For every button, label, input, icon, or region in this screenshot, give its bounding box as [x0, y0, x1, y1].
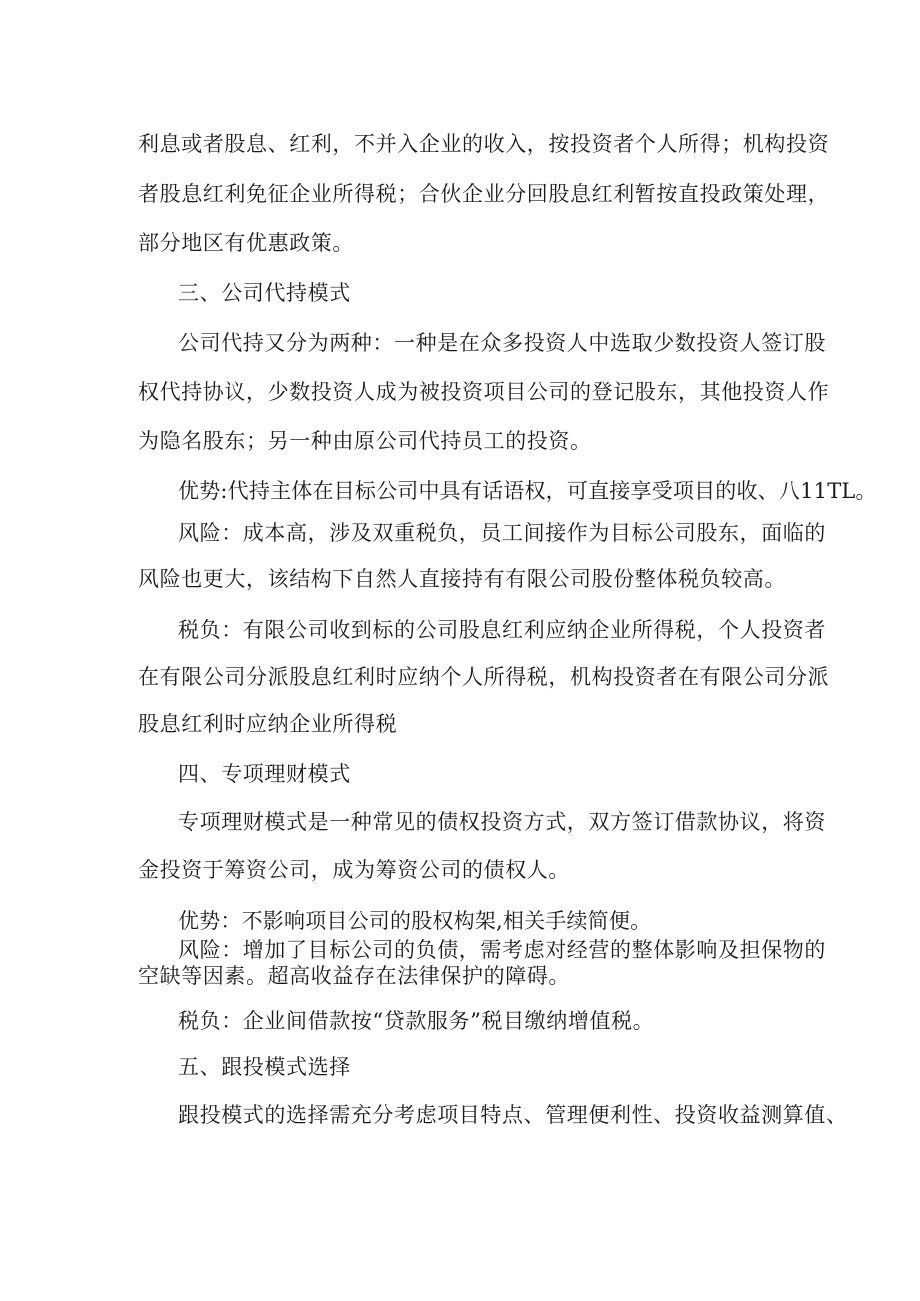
paragraph-line: 利息或者股息、红利，不并入企业的收入，按投资者个人所得；机构投资 [138, 132, 830, 156]
paragraph-line: 权代持协议，少数投资人成为被投资项目公司的登记股东，其他投资人作 [138, 380, 830, 404]
paragraph-line: 优势:代持主体在目标公司中具有话语权，可直接享受项目的收、八11TL。 [178, 479, 877, 503]
paragraph-line: 专项理财模式是一种常见的债权投资方式，双方签订借款协议，将资 [178, 810, 826, 834]
section-heading-3: 三、公司代持模式 [178, 281, 351, 305]
paragraph-line: 税负：有限公司收到标的公司股息红利应纳企业所得税，个人投资者 [178, 618, 826, 642]
paragraph-line: 部分地区有优惠政策。 [138, 231, 354, 255]
paragraph-line: 在有限公司分派股息红利时应纳个人所得税，机构投资者在有限公司分派 [138, 665, 830, 689]
section-heading-4: 四、专项理财模式 [178, 762, 351, 786]
paragraph-line: 风险也更大，该结构下自然人直接持有有限公司股份整体税负较高。 [138, 567, 786, 591]
paragraph-line: 金投资于筹资公司，成为筹资公司的债权人。 [138, 858, 570, 882]
paragraph-line: 税负：企业间借款按“贷款服务”税目缴纳增值税。 [178, 1009, 655, 1033]
paragraph-line: 为隐名股东；另一种由原公司代持员工的投资。 [138, 429, 592, 453]
paragraph-line: 优势：不影响项目公司的股权构架,相关手续简便。 [178, 909, 652, 933]
paragraph-line: 风险：增加了目标公司的负债，需考虑对经营的整体影响及担保物的 [178, 938, 826, 962]
section-heading-5: 五、跟投模式选择 [178, 1055, 351, 1079]
paragraph-line: 风险：成本高，涉及双重税负，员工间接作为目标公司股东，面临的 [178, 521, 826, 545]
paragraph-line: 公司代持又分为两种：一种是在众多投资人中选取少数投资人签订股 [178, 331, 826, 355]
paragraph-line: 跟投模式的选择需充分考虑项目特点、管理便利性、投资收益测算值、 [178, 1103, 848, 1127]
paragraph-line: 空缺等因素。超高收益存在法律保护的障碍。 [138, 964, 570, 988]
paragraph-line: 者股息红利免征企业所得税；合伙企业分回股息红利暂按直投政策处理， [138, 182, 830, 206]
paragraph-line: 股息红利时应纳企业所得税 [138, 712, 398, 736]
